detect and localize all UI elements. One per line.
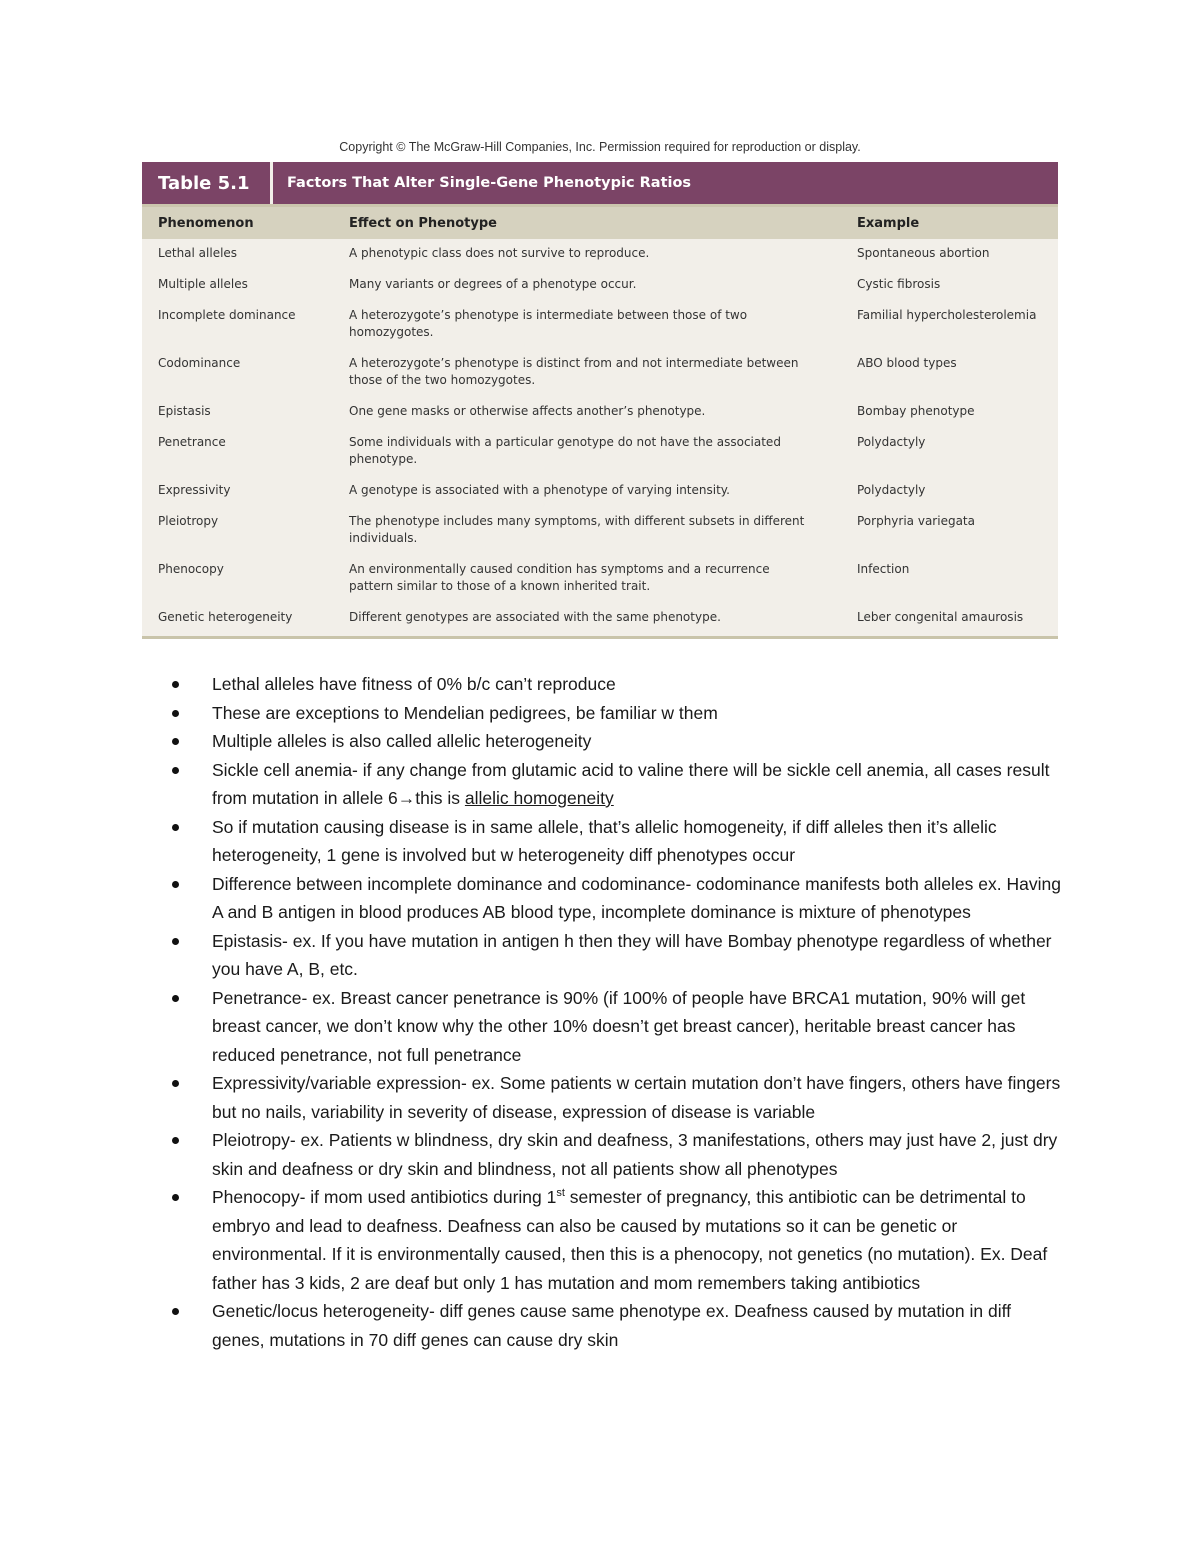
list-item [172,727,1062,756]
cell-phenomenon: Multiple alleles [158,277,248,291]
bullet-icon [172,1194,179,1201]
cell-effect: Many variants or degrees of a phenotype occur. [349,277,637,291]
cell-effect: An environmentally caused condition has symptoms and a recurrence pattern similar to those of a known inherited trait. [349,562,770,593]
cell-effect: The phenotype includes many symptoms, with different subsets in different individuals. [349,514,805,545]
bullet-icon [172,938,179,945]
bullet-icon [172,995,179,1002]
cell-example: Polydactyly [857,435,926,449]
table-5-1 [142,162,1058,639]
cell-effect: A genotype is associated with a phenotype of varying intensity. [349,483,730,497]
note-text: Multiple alleles is also called allelic heterogeneity [212,731,592,751]
cell-effect: Different genotypes are associated with the same phenotype. [349,610,721,624]
bullet-icon [172,681,179,688]
cell-example: Spontaneous abortion [857,246,990,260]
list-item [172,1069,1062,1126]
cell-phenomenon: Epistasis [158,404,211,418]
cell-phenomenon: Incomplete dominance [158,308,296,322]
cell-example: Cystic fibrosis [857,277,941,291]
right-arrow-icon: → [397,788,416,808]
table-title: Factors That Alter Single-Gene Phenotypic Ratios [287,175,692,191]
bullet-icon [172,1308,179,1315]
cell-phenomenon: Lethal alleles [158,246,238,260]
header-example: Example [857,215,920,231]
list-item [172,984,1062,1070]
table-title-bar [142,162,1058,204]
cell-phenomenon: Expressivity [158,483,231,497]
cell-example: Leber congenital amaurosis [857,610,1024,624]
table-row [142,355,1058,389]
superscript: st [556,1187,565,1200]
note-text: These are exceptions to Mendelian pedigrees, be familiar w them [212,702,718,723]
note-text: Penetrance- ex. Breast cancer penetrance is 90% (if 100% of people have BRCA1 mutation, 90% will get breast cancer, we don’t know why the other 10% doesn’t get breast cancer), heritable breast cancer has reduced penetrance, not full penetrance [212,987,1026,1065]
list-item [172,870,1062,927]
cell-effect: A heterozygote’s phenotype is intermediate between those of two homozygotes. [349,308,748,339]
list-item [172,813,1062,870]
notes-list [172,670,1062,1354]
note-text: Pleiotropy- ex. Patients w blindness, dry skin and deafness, 3 manifestations, others may just have 2, just dry skin and deafness or dry skin and blindness, not all patients show all phenotypes [212,1130,1058,1179]
table-row [142,434,1058,468]
cell-effect: Some individuals with a particular genotype do not have the associated phenotype. [349,435,781,466]
underlined-term: allelic homogeneity [464,788,614,808]
copyright-notice: Copyright © The McGraw-Hill Companies, Inc. Permission required for reproduction or display. [339,140,861,154]
table-row [142,609,1058,626]
header-effect: Effect on Phenotype [349,215,497,231]
cell-phenomenon: Codominance [158,356,241,370]
list-item [172,699,1062,728]
bullet-icon [172,1137,179,1144]
cell-example: Infection [857,562,910,576]
note-text: this is [415,788,465,808]
table-row [142,307,1058,341]
cell-example: ABO blood types [857,356,957,370]
cell-effect: A heterozygote’s phenotype is distinct from and not intermediate between those of the two homozygotes. [349,356,799,387]
bullet-icon [172,767,179,774]
note-text: semester of pregnancy, this antibiotic can be detrimental to embryo and lead to deafness. Deafness can also be caused by mutations so it can be genetic or environmental. If it is environmentally caused, then this is a phenocopy, not genetics (no mutation). Ex. Deaf father has 3 kids, 2 are deaf but only 1 has mutation and mom remembers taking antibiotics [212,1187,1048,1293]
table-bottom-rule [142,636,1058,639]
cell-effect: A phenotypic class does not survive to reproduce. [349,246,650,260]
note-text: Sickle cell anemia- if any change from glutamic acid to valine there will be sickle cell anemia, all cases result from mutation in allele 6 [212,759,1050,808]
cell-phenomenon: Genetic heterogeneity [158,610,293,624]
table-row [142,513,1058,547]
note-text: Expressivity/variable expression- ex. Some patients w certain mutation don’t have fingers, others have fingers but no nails, variability in severity of disease, expression of disease is variable [212,1073,1061,1122]
list-item [172,1183,1062,1297]
cell-example: Polydactyly [857,483,926,497]
note-text: Genetic/locus heterogeneity- diff genes cause same phenotype ex. Deafness caused by mutation in diff genes, mutations in 70 diff genes can cause dry skin [212,1301,1012,1350]
note-text: Lethal alleles have fitness of 0% b/c can’t reproduce [212,674,616,694]
list-item [172,670,1062,699]
note-text: So if mutation causing disease is in same allele, that’s allelic homogeneity, if diff alleles then it’s allelic heterogeneity, 1 gene is involved but w heterogeneity diff phenotypes occur [212,816,997,865]
cell-example: Bombay phenotype [857,404,975,418]
bullet-icon [172,1080,179,1087]
cell-phenomenon: Penetrance [158,435,226,449]
bullet-icon [172,710,179,717]
list-item [172,1126,1062,1183]
table-body [142,239,1058,636]
list-item [172,927,1062,984]
table-row [142,403,1058,420]
cell-example: Familial hypercholesterolemia [857,308,1037,322]
cell-example: Porphyria variegata [857,514,975,528]
cell-effect: One gene masks or otherwise affects another’s phenotype. [349,404,706,418]
bullet-icon [172,824,179,831]
cell-phenomenon: Pleiotropy [158,514,219,528]
table-row [142,245,1058,262]
list-item [172,1297,1062,1354]
table-number: Table 5.1 [158,172,250,194]
note-text: Phenocopy- if mom used antibiotics during 1 [212,1187,557,1207]
bullet-icon [172,881,179,888]
header-phenomenon: Phenomenon [158,215,254,231]
note-text: Difference between incomplete dominance and codominance- codominance manifests both alleles ex. Having A and B antigen in blood produces AB blood type, incomplete dominance is mixture of phenotypes [212,873,1061,922]
list-item [172,756,1062,813]
bullet-icon [172,738,179,745]
table-header-row [142,204,1058,239]
table-row [142,482,1058,499]
cell-phenomenon: Phenocopy [158,562,224,576]
note-text: Epistasis- ex. If you have mutation in antigen h then they will have Bombay phenotype regardless of whether you have A, B, etc. [212,930,1052,979]
table-row [142,561,1058,595]
table-row [142,276,1058,293]
